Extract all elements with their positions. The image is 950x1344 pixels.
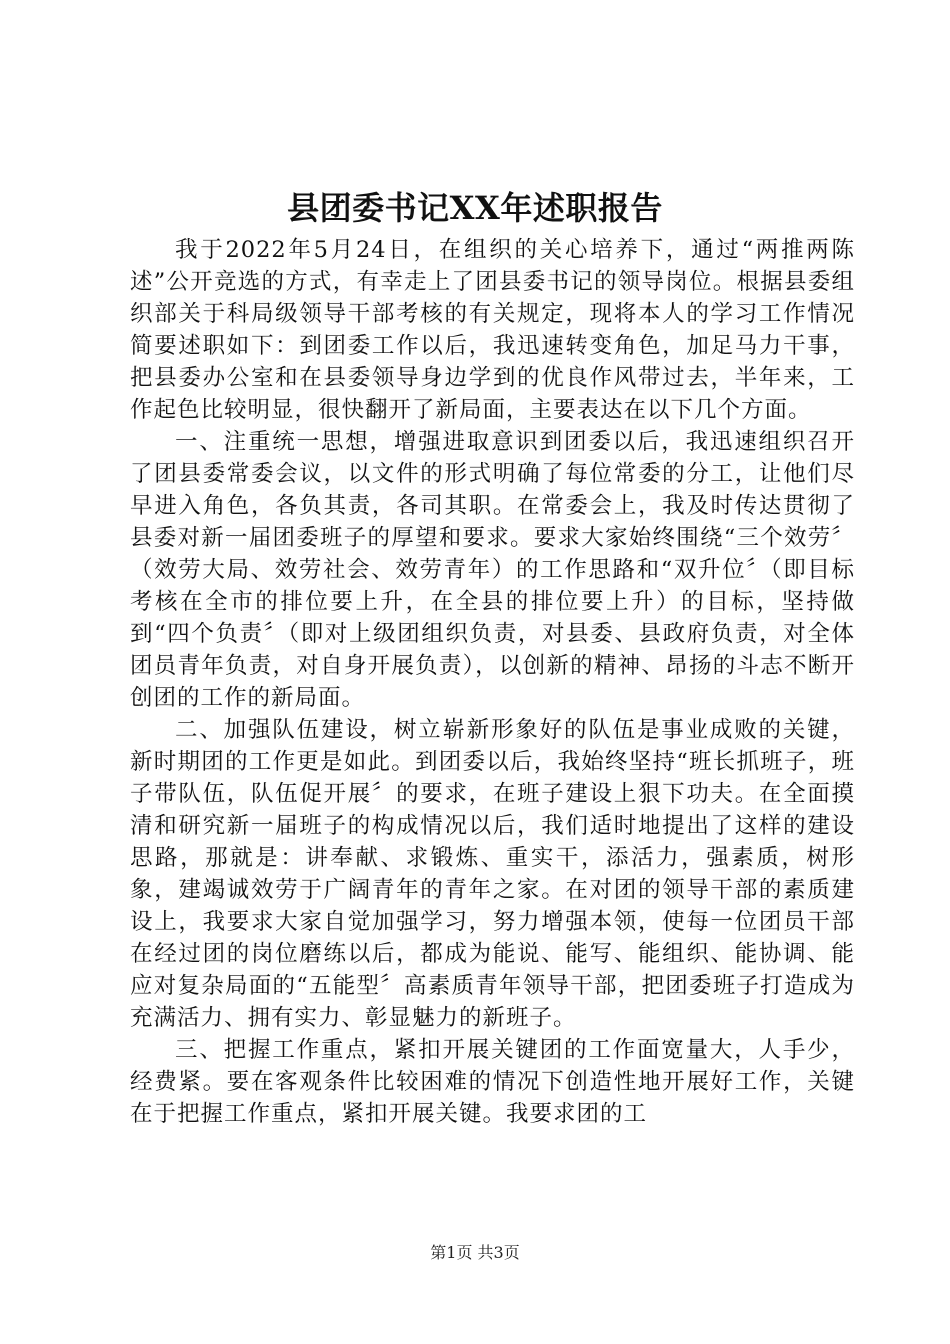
document-title: 县团委书记XX年述职报告 [287, 189, 663, 227]
paragraph-section-2: 二、加强队伍建设，树立崭新形象好的队伍是事业成败的关键，新时期团的工作更是如此。到团委以后，我始终坚持“班长抓班子，班子带队伍，队伍促开展〞的要求，在班子建设上狠下功夫。在全面摸清和研究新一届班子的构成情况以后，我们适时地提出了这样的建设思路，那就是：讲奉献、求锻炼、重实干，添活力，强素质，树形象，建竭诚效劳于广阔青年的青年之家。在对团的领导干部的素质建设上，我要求大家自觉加强学习，努力增强本领，使每一位团员干部在经过团的岗位磨练以后，都成为能说、能写、能组织、能协调、能应对复杂局面的“五能型〞高素质青年领导干部，把团委班子打造成为充满活力、拥有实力、彰显魅力的新班子。 [130, 717, 855, 1031]
paragraph-section-3: 三、把握工作重点，紧扣开展关键团的工作面宽量大，人手少，经费紧。要在客观条件比较困难的情况下创造性地开展好工作，关键在于把握工作重点，紧扣开展关键。我要求团的工 [130, 1037, 855, 1127]
page-total: 共3页 [477, 1243, 520, 1262]
page-footer [0, 1241, 950, 1265]
document-body [130, 234, 855, 1130]
paragraph-section-1: 一、注重统一思想，增强进取意识到团委以后，我迅速组织召开了团县委常委会议，以文件的形式明确了每位常委的分工，让他们尽早进入角色，各负其责，各司其职。在常委会上，我及时传达贯彻了县委对新一届团委班子的厚望和要求。要求大家始终围绕“三个效劳〞（效劳大局、效劳社会、效劳青年）的工作思路和“双升位〞（即目标考核在全市的排位要上升，在全县的排位要上升）的目标，坚持做到“四个负责〞（即对上级团组织负责，对县委、县政府负责，对全体团员青年负责，对自身开展负责），以创新的精神、昂扬的斗志不断开创团的工作的新局面。 [130, 429, 855, 711]
page-number: 第1页 [430, 1243, 473, 1262]
paragraph-intro: 我于2022年5月24日，在组织的关心培养下，通过“两推两陈述”公开竞选的方式，有幸走上了团县委书记的领导岗位。根据县委组织部关于科局级领导干部考核的有关规定，现将本人的学习工作情况简要述职如下：到团委工作以后，我迅速转变角色，加足马力干事，把县委办公室和在县委领导身边学到的优良作风带过去，半年来，工作起色比较明显，很快翻开了新局面，主要表达在以下几个方面。 [130, 237, 855, 423]
